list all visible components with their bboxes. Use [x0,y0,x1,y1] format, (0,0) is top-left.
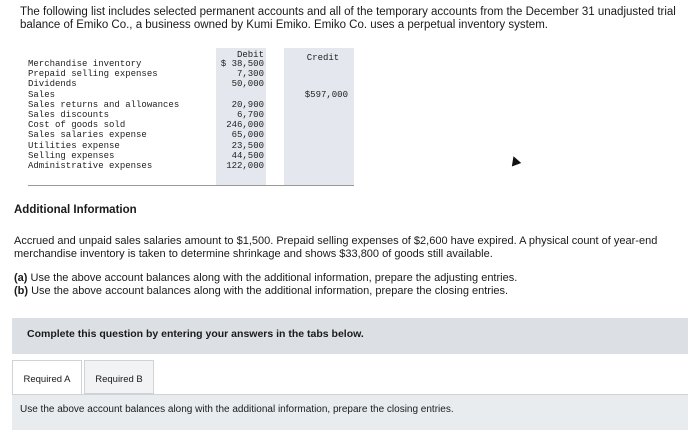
debit-amount: 6,700 [236,109,264,120]
requirement-a-label: (a) [14,272,28,284]
account-name: Utilities expense [28,140,120,151]
problem-intro [20,6,680,32]
trial-balance-row [28,151,328,161]
requirement-a [14,272,690,285]
additional-info-line-2: merchandise inventory is taken to determine shrinkage and shows $33,800 of goods still available. [14,247,493,260]
trial-balance-row [28,69,328,79]
tab-panel-instructions: Use the above account balances along with the additional information, prepare the closing entries. [20,404,454,415]
trial-balance-rows [28,59,348,171]
debit-amount: 20,900 [231,99,264,110]
trial-balance-row [28,141,328,151]
debit-amount: 122,000 [226,160,264,171]
additional-info-title: Additional Information [14,204,137,216]
account-name: Selling expenses [28,150,115,161]
tab-required-b[interactable]: Required B [84,360,154,394]
debit-amount: 65,000 [231,130,264,141]
trial-balance-row [28,89,348,100]
additional-info-line-1: Accrued and unpaid sales salaries amount to $1,500. Prepaid selling expenses of $2,600 have expired. A physical count of year-end [14,235,658,247]
account-name: Sales [28,89,56,100]
debit-amount: 44,500 [231,150,264,161]
tab-panel [12,394,688,430]
account-name: Prepaid selling expenses [28,69,158,80]
account-name: Dividends [28,79,77,90]
account-name: Merchandise inventory [28,59,142,69]
tab-required-a[interactable]: Required A [12,360,82,394]
trial-balance-row [28,120,328,130]
requirement-b-text: Use the above account balances along with the additional information, prepare the closing entries. [31,285,509,297]
intro-line-2: balance of Emiko Co., a business owned by Kumi Emiko. Emiko Co. uses a perpetual inventory system. [20,19,548,31]
account-name: Sales discounts [28,109,110,120]
account-name: Cost of goods sold [28,120,126,131]
table-bottom-rule [28,185,354,186]
intro-line-1: The following list includes selected permanent accounts and all of the temporary accounts from the December 31 unadjusted trial [20,6,676,18]
debit-amount: 7,300 [236,69,264,80]
debit-amount: 50,000 [231,79,264,90]
account-name: Administrative expenses [28,160,153,171]
debit-amount: $ 38,500 [220,59,264,69]
trial-balance-row [28,79,328,89]
credit-header: Credit [306,53,340,63]
account-name: Sales salaries expense [28,130,147,141]
debit-amount: 23,500 [231,140,264,151]
trial-balance-row [28,161,328,171]
credit-amount: $597,000 [304,89,348,100]
debit-amount: 246,000 [226,120,264,131]
instructions-bar: Complete this question by entering your answers in the tabs below. [12,318,688,354]
requirement-a-text: Use the above account balances along with the additional information, prepare the adjusting entries. [30,272,518,284]
trial-balance-row [28,130,328,140]
debit-header: Debit [236,50,264,60]
additional-info-text [14,235,690,260]
requirement-b-label: (b) [14,285,29,297]
requirement-b [14,285,690,298]
account-name: Sales returns and allowances [28,99,180,110]
trial-balance-row [28,59,328,69]
mouse-cursor-icon [509,155,521,167]
trial-balance-row [28,100,328,110]
trial-balance-row [28,110,328,120]
